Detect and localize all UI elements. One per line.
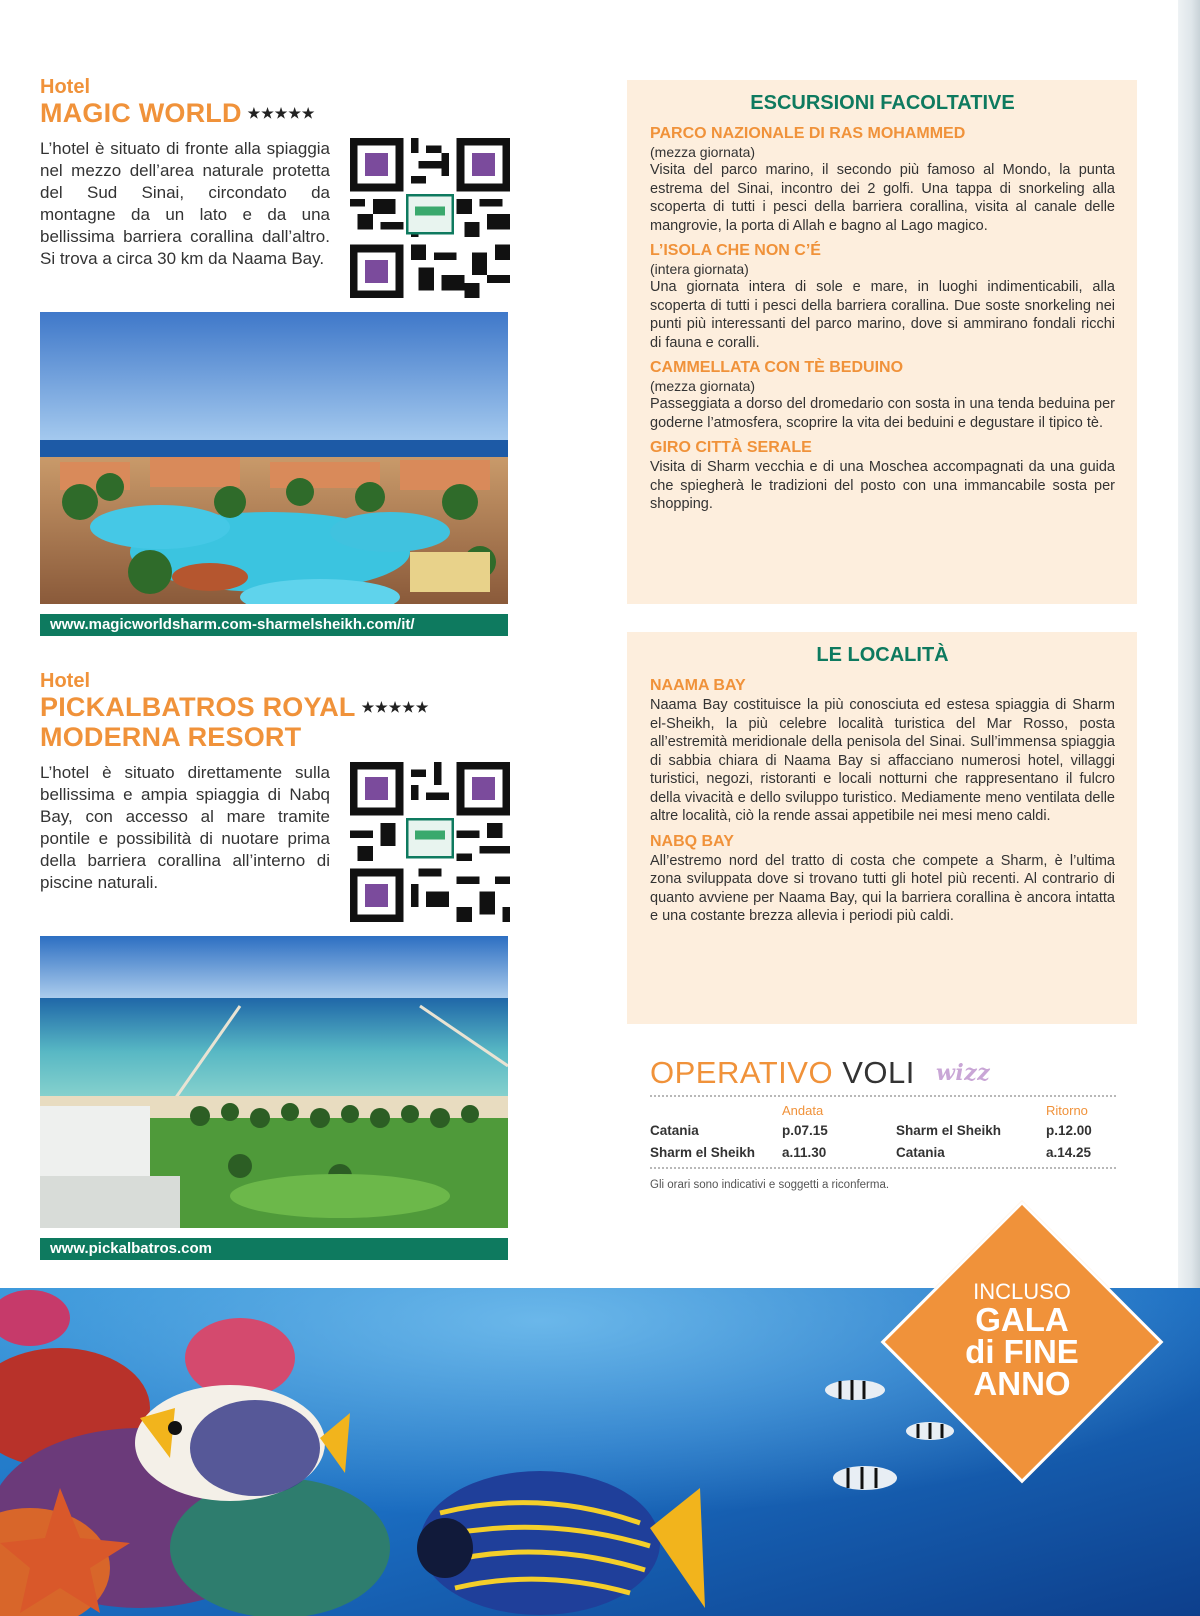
localities-box: [627, 632, 1137, 1024]
flight-city: Sharm el Sheikh: [896, 1122, 1002, 1138]
hotel-photo: [40, 936, 508, 1228]
hotel-url-link[interactable]: www.magicworldsharm.com-sharmelsheikh.com/it/: [40, 614, 508, 636]
hotel-name-line: MODERNA RESORT: [40, 722, 302, 752]
hotel-name-line: MAGIC WORLD: [40, 98, 242, 128]
flight-city: Catania: [650, 1122, 699, 1138]
page-edge-shadow: [1178, 0, 1200, 1290]
excursion-title: GIRO CITTÀ SERALE: [650, 439, 812, 456]
hotel-url-link[interactable]: www.pickalbatros.com: [40, 1238, 508, 1260]
qr-code-icon[interactable]: [350, 762, 510, 922]
hotel-name: [40, 692, 510, 752]
promo-text: [882, 1280, 1162, 1400]
divider: [650, 1167, 1116, 1169]
flights-title-a: OPERATIVO: [650, 1055, 834, 1090]
excursion-text: Visita del parco marino, il secondo più famoso al Mondo, la punta estrema del Sinai, incontro dei 2 golfi. Una tappa di snorkeling alla scoperta di tutti i pesci della barriera corallina, visita al canale delle mangrovie, la porta di Allah e bagno al Lago magico.: [650, 162, 1115, 234]
locality-title: NAAMA BAY: [650, 677, 746, 694]
excursion-item: [650, 438, 1115, 514]
locality-item: [650, 676, 1115, 826]
star-rating: ★★★★★: [361, 699, 430, 715]
excursion-item: [650, 124, 1115, 235]
flights-note: Gli orari sono indicativi e soggetti a riconferma.: [650, 1179, 890, 1191]
excursion-title: CAMMELLATA CON TÈ BEDUINO: [650, 359, 904, 376]
excursion-duration: (mezza giornata): [650, 144, 756, 160]
flights-title: [650, 1055, 1116, 1091]
locality-text: All’estremo nord del tratto di costa che compete a Sharm, è l’ultima zona sviluppata dove si trovano tutti gli hotel più recenti. Al contrario di quanto avviene per Naama Bay, qui la barriera corallina è ancora intatta e una costante brezza allevia i periodi più caldi.: [650, 852, 1115, 924]
flight-time: a.14.25: [1046, 1144, 1092, 1160]
excursion-title: PARCO NAZIONALE DI RAS MOHAMMED: [650, 125, 966, 142]
flights-title-b: VOLI: [842, 1055, 915, 1090]
excursion-text: Visita di Sharm vecchia e di una Moschea accompagnati da una guida che spiegherà le tradizioni del posto con una immancabile sosta per shopping.: [650, 459, 1115, 512]
flight-time: a.11.30: [782, 1144, 827, 1160]
qr-code-icon[interactable]: [350, 138, 510, 298]
hotel-kicker: Hotel: [40, 76, 90, 98]
hotel-name-line: PICKALBATROS ROYAL: [40, 692, 356, 722]
excursions-box: [627, 80, 1137, 604]
flights-header-row: [650, 1101, 1116, 1119]
hotel-name: [40, 98, 510, 128]
excursions-title: ESCURSIONI FACOLTATIVE: [750, 92, 1015, 114]
excursion-item: [650, 241, 1115, 352]
promo-line: di FINE: [965, 1333, 1079, 1370]
promo-badge: [882, 1202, 1162, 1482]
flight-schedule: [650, 1055, 1116, 1191]
locality-item: [650, 832, 1115, 926]
hotel-kicker: Hotel: [40, 670, 90, 692]
excursion-duration: (intera giornata): [650, 261, 749, 277]
excursion-text: Una giornata intera di sole e mare, in luoghi indimenticabili, alla scoperta di tutti i pesci della barriera corallina. Due soste snorkeling nei punti più interessanti del parco marino, dove si ammirano fondali ricchi di fauna e coralli.: [650, 279, 1115, 351]
flight-row: [650, 1119, 1116, 1141]
header-return: Ritorno: [1046, 1102, 1088, 1118]
flights-table: [650, 1101, 1116, 1163]
flight-city: Sharm el Sheikh: [650, 1144, 756, 1160]
hotel-pickalbatros: [40, 670, 510, 1260]
locality-title: NABQ BAY: [650, 832, 734, 850]
hotel-photo: [40, 312, 508, 604]
excursion-duration: (mezza giornata): [650, 378, 756, 394]
hotel-description: L’hotel è situato direttamente sulla bellissima e ampia spiaggia di Nabq Bay, con accesso al mare tramite pontile e possibilità di nuotare prima della barriera corallina all’interno di piscine naturali.: [40, 763, 330, 892]
excursion-text: Passeggiata a dorso del dromedario con sosta in una tenda beduina per goderne l’atmosfera, scoprire la vita dei beduini e degustare il tipico tè.: [650, 396, 1115, 431]
flight-time: p.12.00: [1046, 1122, 1092, 1138]
excursion-item: [650, 358, 1115, 432]
flight-row: [650, 1141, 1116, 1163]
localities-title: LE LOCALITÀ: [816, 644, 949, 666]
hotel-magic-world: [40, 76, 510, 636]
flight-city: Catania: [896, 1144, 945, 1160]
star-rating: ★★★★★: [247, 105, 316, 121]
excursion-title: L’ISOLA CHE NON C’É: [650, 242, 821, 259]
locality-text: Naama Bay costituisce la più conosciuta ed estesa spiaggia di Sharm el-Sheikh, la più celebre località turistica del Mar Rosso, posta all’estremità meridionale della penisola del Sinai. Sull’immensa spiaggia di sabbia chiara di Naama Bay si affacciano numerosi hotel, villaggi turistici, negozi, ristoranti e locali notturni che rappresentano il fulcro della vivacità e dello sviluppo turistico. Mediamente meno ventilata delle altre località, ciò la rende assai appetibile nei mesi meno caldi.: [650, 697, 1115, 824]
promo-line: GALA: [975, 1301, 1069, 1338]
divider: [650, 1095, 1116, 1097]
header-outbound: Andata: [782, 1102, 824, 1118]
promo-line: ANNO: [973, 1365, 1071, 1402]
flight-time: p.07.15: [782, 1122, 828, 1138]
promo-line: INCLUSO: [973, 1279, 1071, 1304]
wizz-logo-icon: wizz: [935, 1060, 991, 1086]
hotel-description: L’hotel è situato di fronte alla spiaggia nel mezzo dell’area naturale protetta del Sud Sinai, circondato da montagne da un lato e da una bellissima barriera corallina dall’altro. Si trova a circa 30 km da Naama Bay.: [40, 139, 330, 268]
